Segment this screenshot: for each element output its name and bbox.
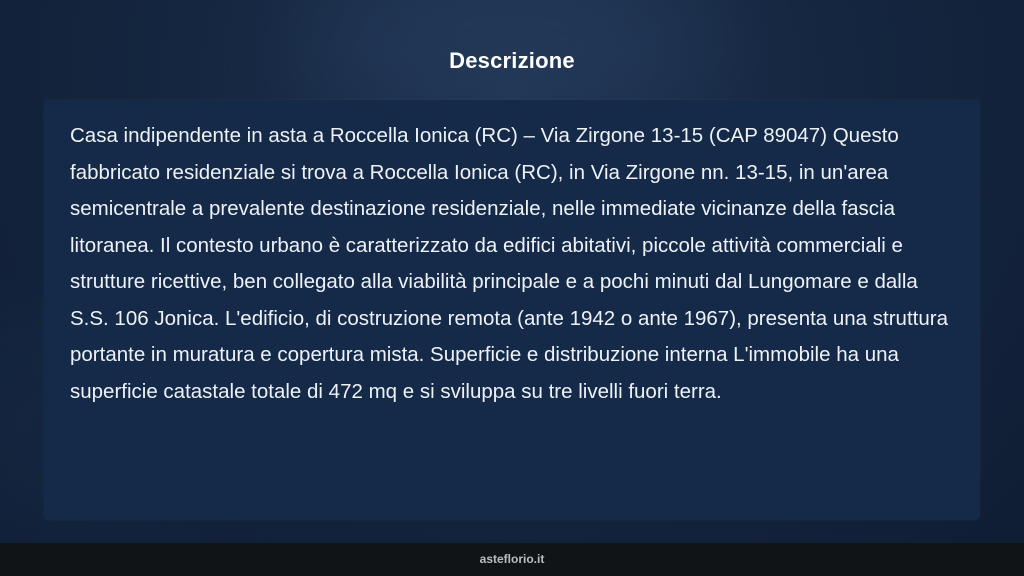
page-title: Descrizione xyxy=(449,48,575,73)
footer-bar xyxy=(0,543,1024,576)
footer-site-label: asteflorio.it xyxy=(479,552,545,566)
description-text: Casa indipendente in asta a Roccella Ionica (RC) – Via Zirgone 13-15 (CAP 89047) Questo fabbricato residenziale si trova a Roccella Ionica (RC), in Via Zirgone nn. 13-15, in un'area semicentrale a prevalente destinazione residenziale, nelle immediate vicinanze della fascia litoranea. Il contesto urbano è caratterizzato da edifici abitativi, piccole attività commerciali e strutture ricettive, ben collegato alla viabilità principale e a pochi minuti dal Lungomare e dalla S.S. 106 Jonica. L'edificio, di costruzione remota (ante 1942 o ante 1967), presenta una struttura portante in muratura e copertura mista. Superficie e distribuzione interna L'immobile ha una superficie catastale totale di 472 mq e si sviluppa su tre livelli fuori terra. xyxy=(70,124,948,403)
description-card xyxy=(44,100,980,520)
